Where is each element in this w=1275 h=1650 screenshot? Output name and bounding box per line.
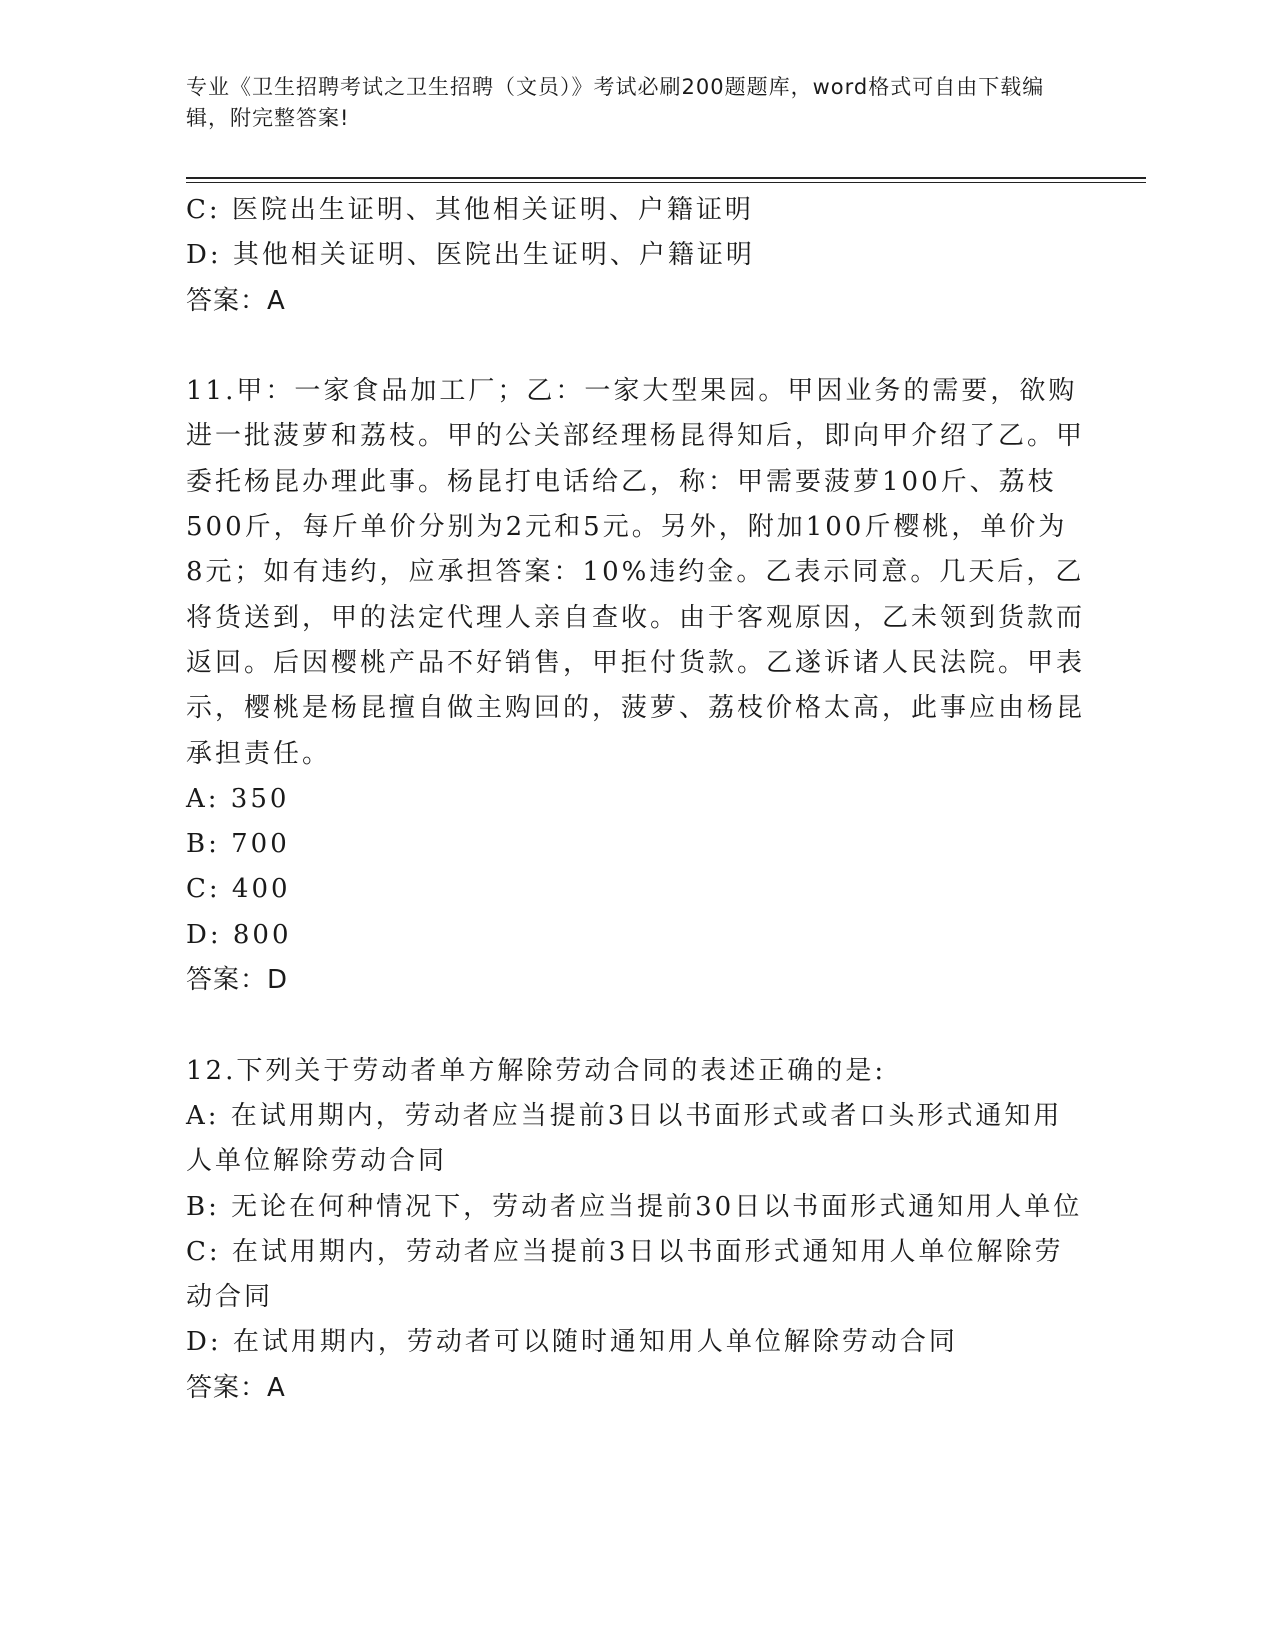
document-body — [186, 188, 1086, 1411]
option-d: D: 其他相关证明、医院出生证明、户籍证明 — [186, 240, 755, 271]
answer: 答案：A — [186, 1372, 286, 1403]
option-d: D: 800 — [186, 919, 292, 950]
spacer — [186, 1003, 1086, 1048]
option-b: B: 700 — [186, 829, 290, 860]
option-c: C: 医院出生证明、其他相关证明、户籍证明 — [186, 195, 754, 225]
question-12 — [186, 1049, 1086, 1411]
option-d: D: 在试用期内，劳动者可以随时通知用人单位解除劳动合同 — [186, 1327, 958, 1358]
option-c: C: 400 — [186, 874, 291, 905]
spacer — [186, 324, 1086, 369]
header-divider-thin — [186, 182, 1146, 183]
answer: 答案：D — [186, 965, 289, 996]
answer: 答案：A — [186, 285, 286, 316]
option-b: B: 无论在何种情况下，劳动者应当提前30日以书面形式通知用人单位 — [186, 1191, 1083, 1222]
question-prev — [186, 188, 1086, 324]
question-stem: 12.下列关于劳动者单方解除劳动合同的表述正确的是: — [186, 1055, 887, 1086]
question-stem: 11.甲：一家食品加工厂；乙：一家大型果园。甲因业务的需要，欲购进一批菠萝和荔枝。甲的公关部经理杨昆得知后，即向甲介绍了乙。甲委托杨昆办理此事。杨昆打电话给乙，称：甲需要菠萝100斤、荔枝500斤，每斤单价分别为2元和5元。另外，附加100斤樱桃，单价为8元；如有违约，应承担答案：10%违约金。乙表示同意。几天后，乙将货送到，甲的法定代理人亲自查收。由于客观原因，乙未领到货款而返回。后因樱桃产品不好销售，甲拒付货款。乙遂诉诸人民法院。甲表示，樱桃是杨昆擅自做主购回的，菠萝、荔枝价格太高，此事应由杨昆承担责任。 — [186, 376, 1086, 769]
option-c: C: 在试用期内，劳动者应当提前3日以书面形式通知用人单位解除劳动合同 — [186, 1236, 1064, 1313]
option-a: A: 350 — [186, 783, 290, 814]
option-a: A: 在试用期内，劳动者应当提前3日以书面形式或者口头形式通知用人单位解除劳动合同 — [186, 1100, 1063, 1177]
question-11 — [186, 369, 1086, 1003]
header-divider — [186, 177, 1146, 179]
header-note: 专业《卫生招聘考试之卫生招聘（文员）》考试必刷200题题库，word格式可自由下载编辑，附完整答案! — [186, 75, 1045, 130]
